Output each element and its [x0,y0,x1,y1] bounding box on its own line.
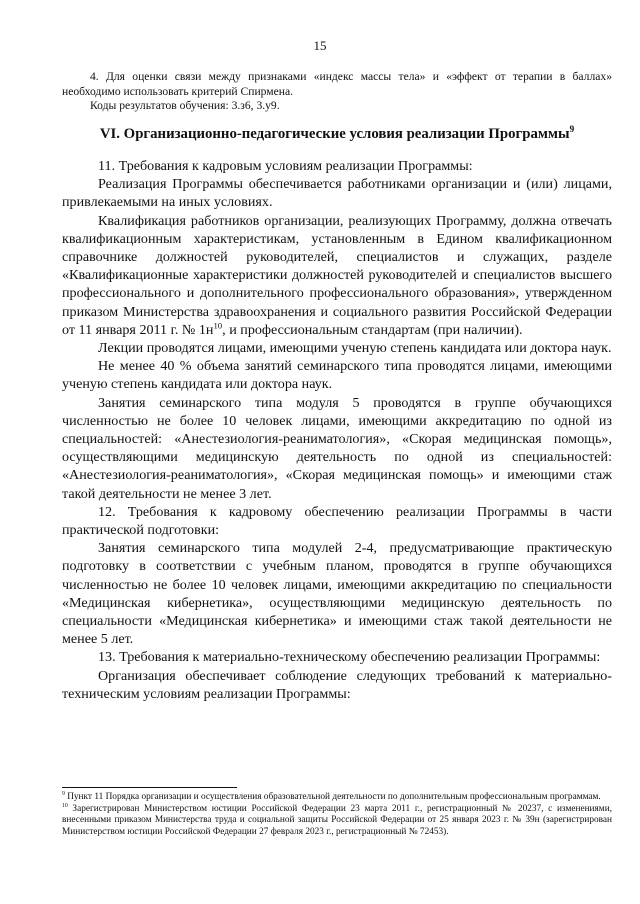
paragraph-material-conditions: Организация обеспечивает соблюдение следующих требований к материально-техническим условиям реализации Программы: [62,667,612,702]
footnote-9-number: 9 [62,790,65,797]
paragraph-implementation: Реализация Программы обеспечивается работниками организации и (или) лицами, привлекаемыми на иных условиях. [62,176,612,211]
learning-codes: Коды результатов обучения: 3.з6, 3.у9. [90,99,280,112]
paragraph-modules-2-4: Занятия семинарского типа модулей 2-4, предусматривающие практическую подготовку в соответствии с учебным планом, проводятся в группе обучающихся численностью не более 10 человек лицами, имеющими аккредитацию по специальности «Медицинская кибернетика», осуществляющими медицинскую деятельность по специальности «Медицинская кибернетика» и имеющими стаж такой деятельности не менее 5 лет. [62,540,612,648]
paragraph-13: 13. Требования к материально-техническому обеспечению реализации Программы: [98,649,601,666]
footnote-ref-10: 10 [213,320,223,331]
document-body [62,157,612,703]
qualification-tail: , и профессиональным стандартам (при наличии). [222,321,523,338]
intro-block [62,70,612,114]
section-heading [62,126,612,143]
footnote-10 [62,804,612,839]
paragraph-seminars-share: Не менее 40 % объема занятий семинарского типа проводятся лицами, имеющими ученую степень кандидата или доктора наук. [62,358,612,393]
footnote-ref-9: 9 [569,124,575,135]
intro-item-4: 4. Для оценки связи между признаками «индекс массы тела» и «эффект от терапии в баллах» необходимо использовать критерий Спирмена. [62,70,612,98]
footnote-10-number: 10 [62,802,68,809]
paragraph-11: 11. Требования к кадровым условиям реализации Программы: [98,158,473,174]
footnote-9 [62,792,612,804]
footnotes [62,792,612,838]
paragraph-module-5: Занятия семинарского типа модуля 5 проводятся в группе обучающихся численностью не более 10 человек лицами, имеющими аккредитацию по одной из специальностей: «Анестезиология-реаниматология», «Скорая медицинская помощь», осуществляющими медицинскую деятельность по одной из специальностей: «Анестезиология-реаниматология», «Скорая медицинская помощь» и имеющими стаж такой деятельности не менее 3 лет. [62,394,612,502]
page-number: 15 [313,38,327,53]
qualification-text: Квалификация работников организации, реализующих Программу, должна отвечать квалификационным характеристикам, установленным в Едином квалификационном справочнике должностей руководителей, специалистов и служащих, разделе «Квалификационные характеристики должностей руководителей и специалистов высшего профессионального и дополнительного профессионального образования», утвержденном приказом Министерства здравоохранения и социального развития Российской Федерации от 11 января 2011 г. № 1н [62,212,612,338]
footnote-10-text: Зарегистрирован Министерством юстиции Российской Федерации 23 марта 2011 г., регистрационный № 20237, с изменениями, внесенными приказом Министерства труда и социальной защиты Российской Федерации от 25 января 2023 г. № 39н (зарегистрирован Министерством юстиции Российской Федерации 27 февраля 2023 г., регистрационный № 72453). [62,803,612,837]
paragraph-qualification [62,212,612,339]
footnote-9-text: Пункт 11 Порядка организации и осуществления образовательной деятельности по дополнительным профессиональным программам. [64,792,601,802]
paragraph-lectures: Лекции проводятся лицами, имеющими ученую степень кандидата или доктора наук. [98,340,612,357]
section-title: VI. Организационно-педагогические условия реализации Программы [99,126,570,142]
paragraph-12: 12. Требования к кадровому обеспечению реализации Программы в части практической подготовки: [62,503,612,539]
footnote-separator [62,787,237,788]
